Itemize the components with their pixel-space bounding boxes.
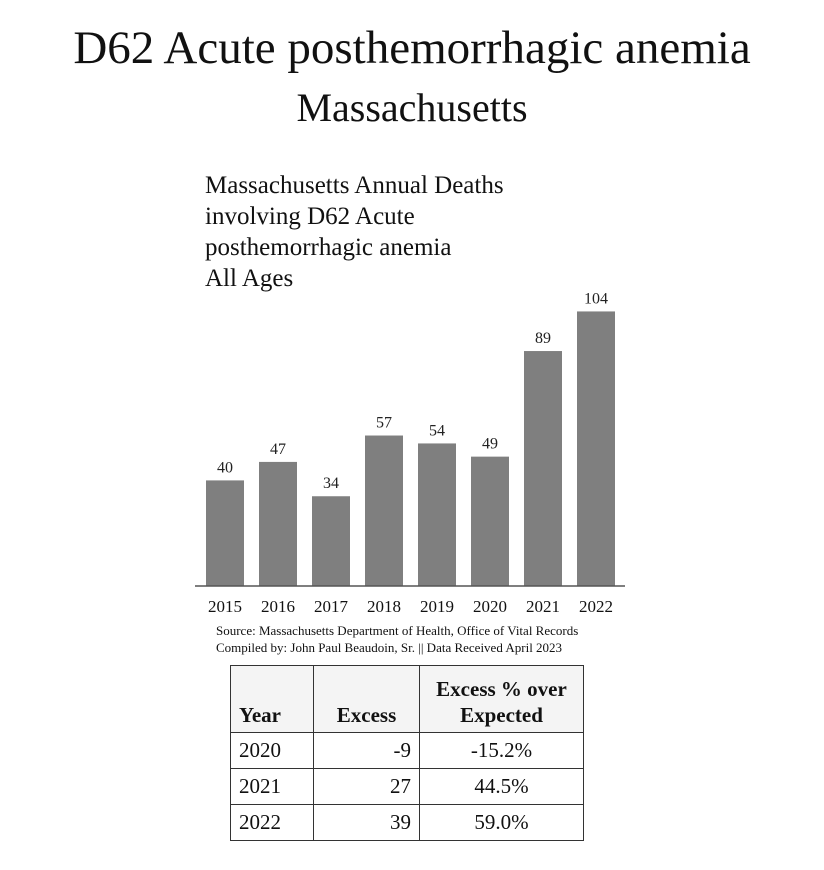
table-header-row (231, 666, 584, 733)
cell-year: 2020 (231, 733, 314, 769)
page-title: D62 Acute posthemorrhagic anemia (73, 22, 751, 74)
bar (259, 462, 297, 586)
bar (471, 457, 509, 586)
data-label: 34 (323, 475, 339, 493)
x-tick-label: 2018 (367, 597, 401, 616)
bar (577, 311, 615, 586)
header-excess-pct: Excess % over Expected (420, 666, 584, 733)
bar (206, 480, 244, 586)
cell-year: 2022 (231, 805, 314, 841)
cell-excess-pct: 44.5% (420, 769, 584, 805)
table-row (231, 805, 584, 841)
data-label: 104 (584, 290, 608, 308)
compiled-by-note: Compiled by: John Paul Beaudoin, Sr. || Data Received April 2023 (216, 640, 563, 655)
cell-excess: 39 (314, 805, 420, 841)
x-tick-label: 2019 (420, 597, 454, 616)
chart-title-line: posthemorrhagic anemia (205, 234, 452, 261)
data-label: 54 (429, 422, 445, 440)
bar (365, 436, 403, 586)
table-row (231, 733, 584, 769)
cell-excess-pct: -15.2% (420, 733, 584, 769)
header-excess: Excess (314, 666, 420, 733)
page-subtitle: Massachusetts (296, 85, 528, 130)
x-tick-label: 2017 (314, 597, 348, 616)
x-tick-label: 2020 (473, 597, 507, 616)
chart-title-line: Massachusetts Annual Deaths (205, 172, 504, 199)
excess-table (230, 665, 584, 841)
data-label: 40 (217, 459, 233, 477)
table-row (231, 769, 584, 805)
cell-excess: -9 (314, 733, 420, 769)
data-label: 57 (376, 414, 392, 432)
bar (418, 443, 456, 586)
cell-year: 2021 (231, 769, 314, 805)
data-label: 47 (270, 440, 286, 458)
chart-title-line: All Ages (205, 265, 294, 292)
cell-excess: 27 (314, 769, 420, 805)
chart-title-line: involving D62 Acute (205, 203, 415, 230)
x-tick-label: 2022 (579, 597, 613, 616)
bar (524, 351, 562, 586)
x-tick-label: 2016 (261, 597, 295, 616)
data-label: 89 (535, 330, 551, 348)
x-tick-label: 2015 (208, 597, 242, 616)
header-year: Year (231, 666, 314, 733)
source-note: Source: Massachusetts Department of Health, Office of Vital Records (216, 623, 579, 638)
data-label: 49 (482, 435, 498, 453)
cell-excess-pct: 59.0% (420, 805, 584, 841)
x-tick-label: 2021 (526, 597, 560, 616)
bar (312, 496, 350, 586)
